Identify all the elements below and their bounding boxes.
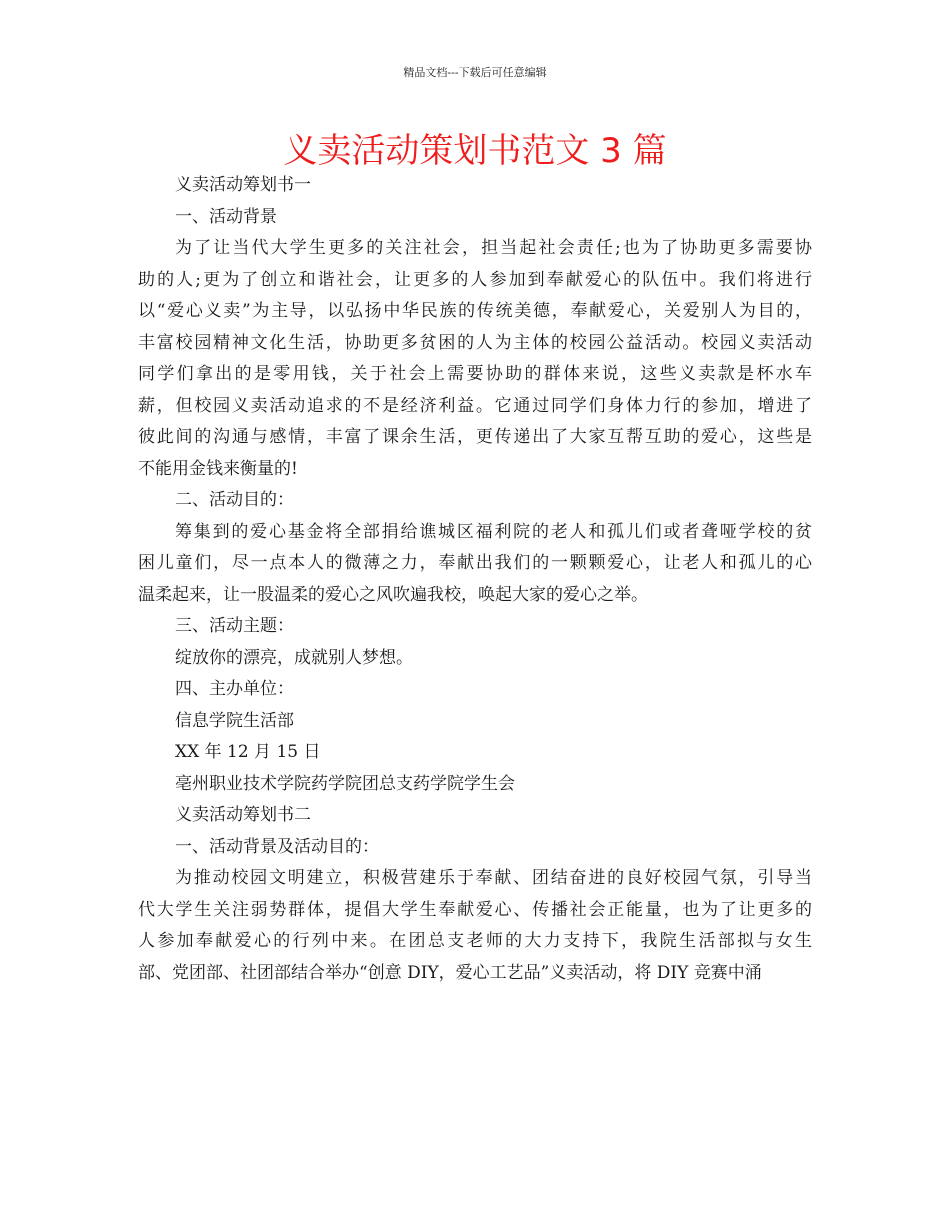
text-line: 助的人;更为了创立和谐社会，让更多的人参加到奉献爱心的队伍中。我们将进行 <box>138 269 812 290</box>
text-line: XX 年 12 月 15 日 <box>175 742 321 762</box>
text-line: 亳州职业技术学院药学院团总支药学院学生会 <box>175 773 515 794</box>
text-line: 不能用金钱来衡量的! <box>138 458 298 479</box>
text-line: 彼此间的沟通与感情，丰富了课余生活，更传递出了大家互帮互助的爱心，这些是 <box>138 427 812 447</box>
page-header: 精品文档---下载后可任意编辑 <box>403 66 547 79</box>
text-line: 人参加奉献爱心的行列中来。在团总支老师的大力支持下，我院生活部拟与女生 <box>138 931 812 951</box>
text-line: 代大学生关注弱势群体，提倡大学生奉献爱心、传播社会正能量，也为了让更多的 <box>138 899 812 920</box>
text-line: 筹集到的爱心基金将全部捐给谯城区福利院的老人和孤儿们或者聋哑学校的贫 <box>175 521 812 542</box>
text-line: 四、主办单位： <box>175 679 294 699</box>
document-body <box>138 170 812 989</box>
text-line: 为了让当代大学生更多的关注社会，担当起社会责任;也为了协助更多需要协 <box>175 238 812 258</box>
text-line: 信息学院生活部 <box>175 710 294 731</box>
text-line: 绽放你的漂亮，成就别人梦想。 <box>175 647 413 668</box>
text-line: 丰富校园精神文化生活，协助更多贫困的人为主体的校园公益活动。校园义卖活动 <box>138 332 812 353</box>
text-line: 一、活动背景 <box>175 206 277 227</box>
text-line: 一、活动背景及活动目的： <box>175 836 379 857</box>
text-line: 薪，但校园义卖活动追求的不是经济利益。它通过同学们身体力行的参加，增进了 <box>138 395 812 416</box>
text-line: 部、党团部、社团部结合举办“创意 DIY，爱心工艺品”义卖活动，将 DIY 竞赛中涌 <box>138 962 762 983</box>
text-line: 以“爱心义卖”为主导，以弘扬中华民族的传统美德，奉献爱心，关爱别人为目的， <box>138 301 812 321</box>
text-line: 三、活动主题： <box>175 616 294 636</box>
text-line: 二、活动目的： <box>175 490 294 510</box>
text-line: 温柔起来，让一股温柔的爱心之风吹遍我校，唤起大家的爱心之举。 <box>138 584 648 605</box>
text-line: 为推动校园文明建立，积极营建乐于奉献、团结奋进的良好校园气氛，引导当 <box>175 868 812 888</box>
document-title: 义卖活动策划书范文 3 篇 <box>283 131 667 171</box>
text-line: 同学们拿出的是零用钱，关于社会上需要协助的群体来说，这些义卖款是杯水车 <box>138 364 812 384</box>
text-line: 困儿童们，尽一点本人的微薄之力，奉献出我们的一颗颗爱心，让老人和孤儿的心 <box>138 553 812 573</box>
text-line: 义卖活动筹划书二 <box>175 805 311 825</box>
text-line: 义卖活动筹划书一 <box>175 175 311 195</box>
